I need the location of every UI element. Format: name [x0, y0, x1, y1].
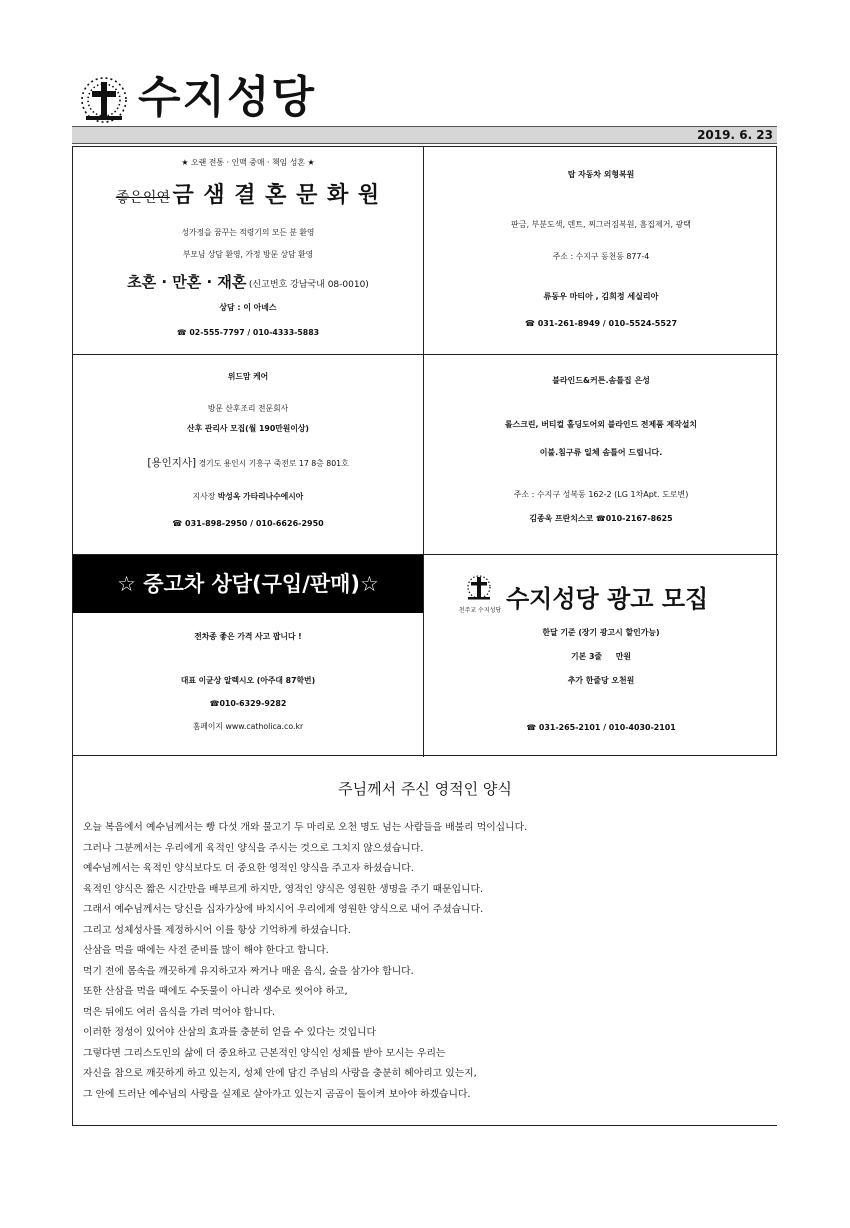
article-title: 주님께서 주신 영적인 양식 — [338, 780, 512, 798]
bulletin-date: 2019. 6. 23 — [697, 128, 773, 142]
wedding-line1: 성가정을 꿈꾸는 적령기의 모든 분 환영 — [181, 228, 315, 237]
article-line: 먹기 전에 몸속을 깨끗하게 유지하고자 짜거나 매운 음식, 술을 삼가야 합니다. — [83, 965, 414, 977]
phone-icon: ☎ — [209, 699, 220, 708]
auto-services: 판금, 부분도색, 덴트, 찌그러짐복원, 흠집제거, 광택 — [511, 220, 691, 229]
article-line: 또한 산삼을 먹을 때에도 수돗물이 아니라 생수로 씻어야 하고, — [83, 986, 348, 997]
auto-phone-line — [424, 319, 778, 328]
usedcar-phone-line — [73, 699, 423, 708]
widmom-phone: 031-898-2950 / 010-6626-2950 — [185, 519, 324, 528]
parish-logo-caption: 천주교 수지성당 — [458, 607, 502, 614]
blind-phone: 010-2167-8625 — [605, 514, 673, 523]
usedcar-homepage-line — [73, 721, 423, 732]
church-cross-icon — [78, 74, 130, 126]
auto-owners: 류동우 마티아 , 김희정 세실리아 — [543, 292, 659, 301]
recruit-line1: 한달 기준 (장기 광고시 할인가능) — [542, 628, 660, 637]
wedding-types-line — [73, 271, 423, 292]
parish-title: 수지성당 — [138, 72, 317, 123]
usedcar-rep: 대표 이균상 알렉시오 (아주대 87학번) — [180, 676, 316, 685]
article-line: 이러한 정성이 있어야 산삼의 효과를 충분히 얻을 수 있다는 것입니다 — [83, 1027, 377, 1038]
phone-icon: ☎ — [524, 319, 535, 328]
blind-contact-line — [424, 513, 778, 524]
article-line: 예수님께서는 육적인 양식보다도 더 중요한 영적인 양식을 주고자 하셨습니다. — [83, 863, 414, 874]
article-line: 그러나 그분께서는 우리에게 육적인 양식을 주시는 것으로 그치지 않으셨습니다. — [83, 842, 424, 854]
widmom-manager-line — [73, 491, 423, 502]
widmom-manager-name: 박성옥 가타리나수에시아 — [217, 492, 304, 501]
widmom-line1: 방문 산후조리 전문회사 — [207, 404, 289, 413]
wedding-prefix: 좋은인연 — [115, 190, 170, 206]
auto-name: 탑 자동차 외형복원 — [567, 170, 635, 179]
recruit-phone: 031-265-2101 / 010-4030-2101 — [538, 723, 676, 732]
recruit-line2: 기본 3줄 만원 — [570, 652, 632, 661]
widmom-line2: 산후 관리사 모집(월 190만원이상) — [187, 424, 309, 433]
article-line: 그래서 예수님께서는 당신을 십자가상에 바치시어 우리에게 영원한 양식으로 내어 주셨습니다. — [83, 904, 484, 915]
article-box — [72, 756, 777, 1126]
usedcar-banner: ☆ 중고차 상담(구입/판매)☆ — [73, 555, 423, 613]
ad-wedding — [73, 147, 423, 354]
usedcar-phone: 010-6329-9282 — [219, 699, 287, 708]
phone-icon: ☎ — [526, 723, 537, 732]
recruit-line3: 추가 한줄당 오천원 — [567, 676, 635, 685]
article-body — [83, 818, 783, 1105]
widmom-phone-line — [73, 519, 423, 528]
parish-logo-icon — [462, 573, 496, 603]
wedding-line2: 부모님 상담 환영, 가정 방문 상담 환영 — [182, 250, 314, 259]
date-bar — [72, 126, 777, 144]
wedding-types: 초혼 · 만혼 · 재혼 — [127, 273, 247, 291]
bulletin-header — [72, 68, 777, 130]
widmom-branch-line — [73, 455, 423, 470]
blind-name: 블라인드&커튼.솜틀집 은성 — [552, 376, 650, 385]
phone-icon: ☎ — [595, 514, 606, 523]
ad-auto-body — [424, 147, 778, 354]
blind-line2: 이불.침구류 일체 솜틀어 드립니다. — [539, 448, 663, 457]
article-line: 자신을 참으로 깨끗하게 하고 있는지, 성체 안에 담긴 주님의 사랑을 충분히 헤아리고 있는지, — [83, 1068, 477, 1079]
usedcar-headline: 전차종 좋은 가격 사고 팝니다 ! — [194, 632, 302, 641]
usedcar-homepage-label: 홈페이지 — [192, 722, 223, 731]
ad-used-car — [73, 555, 423, 756]
phone-icon: ☎ — [172, 519, 183, 528]
wedding-phone: 02-555-7797 / 010-4333-5883 — [189, 328, 320, 337]
article-line: 그 안에 드러난 예수님의 사랑을 실제로 살아가고 있는지 곰곰이 돌이켜 보아야 하겠습니다. — [83, 1088, 471, 1100]
article-line: 그리고 성체성사를 제정하시어 이를 항상 기억하게 하셨습니다. — [83, 924, 351, 936]
wedding-title-line — [73, 181, 423, 215]
widmom-branch-tag: [용인지사] — [147, 457, 197, 469]
widmom-manager-title: 지사장 — [192, 492, 216, 501]
phone-icon: ☎ — [176, 328, 187, 337]
recruit-title: 수지성당 광고 모집 — [506, 585, 709, 613]
wedding-license: (신고번호 강남국내 08-0010) — [248, 280, 369, 290]
widmom-name: 위드맘 케어 — [227, 372, 269, 381]
article-line: 그렇다면 그리스도인의 삶에 더 중요하고 근본적인 양식인 성체를 받아 모시는 우리는 — [83, 1047, 446, 1059]
article-line: 산삼을 먹을 때에는 사전 준비를 많이 해야 한다고 합니다. — [83, 945, 329, 956]
blind-owner: 김종욱 프란치스코 — [529, 514, 594, 523]
recruit-phone-line — [424, 723, 778, 732]
blind-line1: 롤스크린, 버티컬 홀딩도어외 블라인드 전제품 제작설치 — [504, 420, 698, 429]
usedcar-homepage-url[interactable]: www.catholica.co.kr — [225, 722, 304, 731]
article-line: 오늘 복음에서 예수님께서는 빵 다섯 개와 물고기 두 마리로 오천 명도 넘는 사람들을 배불리 먹이십니다. — [83, 822, 528, 833]
auto-address: 주소 : 수지구 동천동 877-4 — [552, 252, 650, 261]
wedding-contact: 상담 : 이 아녜스 — [219, 303, 277, 312]
ad-widmom — [73, 355, 423, 554]
ad-recruit — [424, 555, 778, 756]
wedding-tagline: ★ 오랜 전통 · 인맥 중매 · 책임 성혼 ★ — [181, 158, 315, 167]
auto-phone: 031-261-8949 / 010–5524-5527 — [537, 319, 678, 328]
blind-address: 주소 : 수지구 성복동 162-2 (LG 1차Apt. 도로변) — [513, 490, 689, 499]
wedding-phone-line — [73, 328, 423, 337]
widmom-branch-addr: 경기도 용인시 기흥구 죽전로 17 8층 801호 — [198, 459, 349, 468]
ad-blind — [424, 355, 778, 554]
article-line: 먹은 뒤에도 여러 음식을 가려 먹어야 합니다. — [83, 1006, 276, 1018]
wedding-name: 금 샘 결 혼 문 화 원 — [172, 183, 381, 208]
article-line: 육적인 양식은 짧은 시간만을 배부르게 하지만, 영적인 양식은 영원한 생명을 주기 때문입니다. — [83, 883, 484, 895]
ad-grid — [72, 146, 777, 756]
